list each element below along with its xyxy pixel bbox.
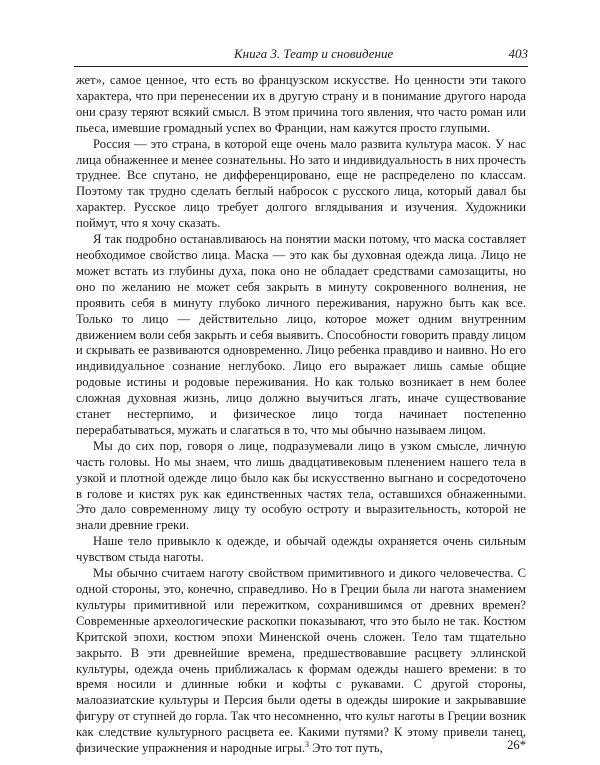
paragraph-face-narrow-sense: Мы до сих пор, говоря о лице, подразумевали лицо в узком смысле, личную часть головы. Но мы знаем, что лишь двадцативековым пленением нашего тела в узкой и плотной одежде лицо было как бы искусственно выгнано и сосредоточено в голове и кистях рук как единственных частях тела, оставшихся обнаженными. Это дало современному лицу ту особую остроту и выразительность, которой не знали древние греки.: [76, 438, 526, 533]
footnote-marker[interactable]: 3: [305, 739, 310, 749]
paragraph-nudity-text: Мы обычно считаем наготу свойством примитивного и дикого человечества. С одной стороны, это, конечно, справедливо. Но в Греции была ли нагота знамением культуры примитивной или пережитком, сохранившимся от древних времен? Современные археологические раскопки показывают, что это было не так. Костюм Критской эпохи, костюм эпохи Миненской очень сложен. Тело там тщательно закрыто. В эти древнейшие времена, предшествовавшие расцвету эллинской культуры, одежда очень приближалась к формам одежды нашего времени: в то время носили и длинные юбки и кофты с рукавами. С другой стороны, малоазиатские культуры и Персия были одеты в одежды широкие и закрывавшие фигуру от ступней до горла. Так что несомненно, что культ наготы в Греции возник как следствие культурного расцвета ее. Какими путями? К этому привели танец, физические упражнения и народные игры.: [76, 566, 526, 756]
paragraph-nudity-tail: Это тот путь,: [309, 741, 383, 756]
printer-signature: 26*: [507, 738, 526, 752]
paragraph-nudity-greece: [76, 566, 526, 757]
running-header: [74, 44, 528, 67]
paragraph-russia-masks: Россия — это страна, в которой еще очень мало развита культура масок. У нас лица обнаженнее и менее сознательны. Но зато и индивидуальность в них прочесть труднее. Все спутано, не дифференцировано, еще не распределено по классам. Поэтому так трудно сделать беглый набросок с русского лица, который давал бы характер. Русское лицо требует долгого вглядывания и изучения. Художники поймут, что я хочу сказать.: [76, 136, 526, 231]
paragraph-body-clothing: Наше тело привыкло к одежде, и обычай одежды охраняется очень сильным чувством стыда наготы.: [76, 534, 526, 565]
paragraph-continuation: жет», самое ценное, что есть во французском искусстве. Но ценности эти такого характера, что при перенесении их в другую страну и в понимание другого народа они сразу теряют всякий смысл. В этом причина того явления, что часто роман или пьеса, имевшие громадный успех во Франции, нам кажутся просто глупыми.: [76, 73, 526, 135]
paragraph-mask-property: Я так подробно останавливаюсь на понятии маски потому, что маска составляет необходимое свойство лица. Маска — это как бы духовная одежда лица. Лицо не может встать из глубины духа, пока оно не обладает средствами самозащиты, но оно по желанию не может себя закрыть в минуту сокровенного волнения, не проявить себя в минуту глубоко личного переживания, наружно быть как все. Только то лицо — действительно лицо, которое может одним внутренним движением воли себя закрыть и себя выявить. Способности говорить правду лицом и скрывать ее развиваются одновременно. Лицо ребенка правдиво и наивно. Но его индивидуальное сознание неглубоко. Лицо его выражает лишь самые общие родовые истины и родовые переживания. Но как только возникает в нем более сложная духовная жизнь, лицо должно выучиться лгать, иначе существование станет нестерпимо, и физическое лицо тогда начинает постепенно перерабатываться, мужать и слагаться в то, что мы обычно называем лицом.: [76, 232, 526, 437]
page-number: 403: [508, 46, 528, 61]
body-text: [76, 73, 526, 757]
running-title: Книга 3. Театр и сновидение: [234, 46, 394, 61]
